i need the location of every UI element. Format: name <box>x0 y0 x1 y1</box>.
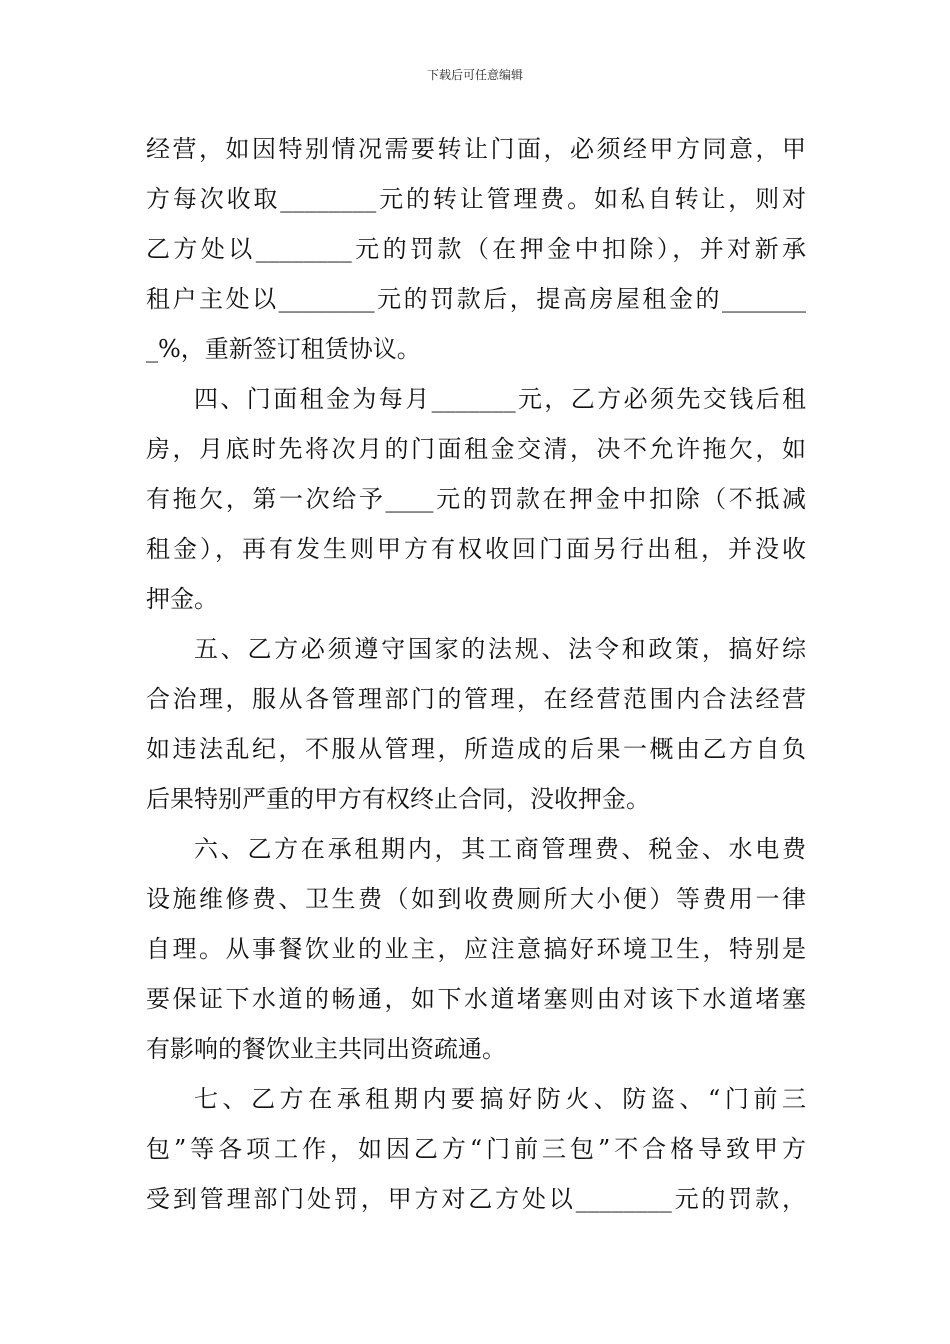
paragraph-seven-start: 七、乙方在承租期内要搞好防火、防盗、“门前三 <box>194 1085 806 1113</box>
paragraph-six-start: 六、乙方在承租期内，其工商管理费、税金、水电费 <box>194 835 806 863</box>
text-line: 租金），再有发生则甲方有权收回门面另行出租，并没收 <box>146 535 806 563</box>
text-line: 合治理，服从各管理部门的管理，在经营范围内合法经营 <box>146 685 806 713</box>
text-line: 有拖欠，第一次给予____元的罚款在押金中扣除（不抵减 <box>146 485 806 513</box>
text-line: 押金。 <box>146 585 218 613</box>
text-line: 包”等各项工作，如因乙方“门前三包”不合格导致甲方 <box>146 1135 806 1163</box>
text-line: 经营，如因特别情况需要转让门面，必须经甲方同意，甲 <box>146 135 806 163</box>
text-line: 设施维修费、卫生费（如到收费厕所大小便）等费用一律 <box>146 885 806 913</box>
text-line: 自理。从事餐饮业的业主，应注意搞好环境卫生，特别是 <box>146 935 806 963</box>
text-line: _%，重新签订租赁协议。 <box>146 335 421 363</box>
text-line: 有影响的餐饮业主共同出资疏通。 <box>146 1035 506 1063</box>
text-line: 租户主处以________元的罚款后，提高房屋租金的_______ <box>146 285 806 313</box>
paragraph-five-start: 五、乙方必须遵守国家的法规、法令和政策，搞好综 <box>194 635 806 663</box>
text-line: 受到管理部门处罚，甲方对乙方处以________元的罚款， <box>146 1185 806 1213</box>
text-line: 后果特别严重的甲方有权终止合同，没收押金。 <box>146 785 650 813</box>
text-line: 方每次收取________元的转让管理费。如私自转让，则对 <box>146 185 806 213</box>
text-line: 乙方处以________元的罚款（在押金中扣除），并对新承 <box>146 235 806 263</box>
page-header: 下载后可任意编辑 <box>426 68 523 82</box>
text-line: 房，月底时先将次月的门面租金交清，决不允许拖欠，如 <box>146 435 806 463</box>
text-line: 要保证下水道的畅通，如下水道堵塞则由对该下水道堵塞 <box>146 985 806 1013</box>
text-line: 如违法乱纪，不服从管理，所造成的后果一概由乙方自负 <box>146 735 806 763</box>
paragraph-four-start: 四、门面租金为每月_______元，乙方必须先交钱后租 <box>194 385 806 413</box>
